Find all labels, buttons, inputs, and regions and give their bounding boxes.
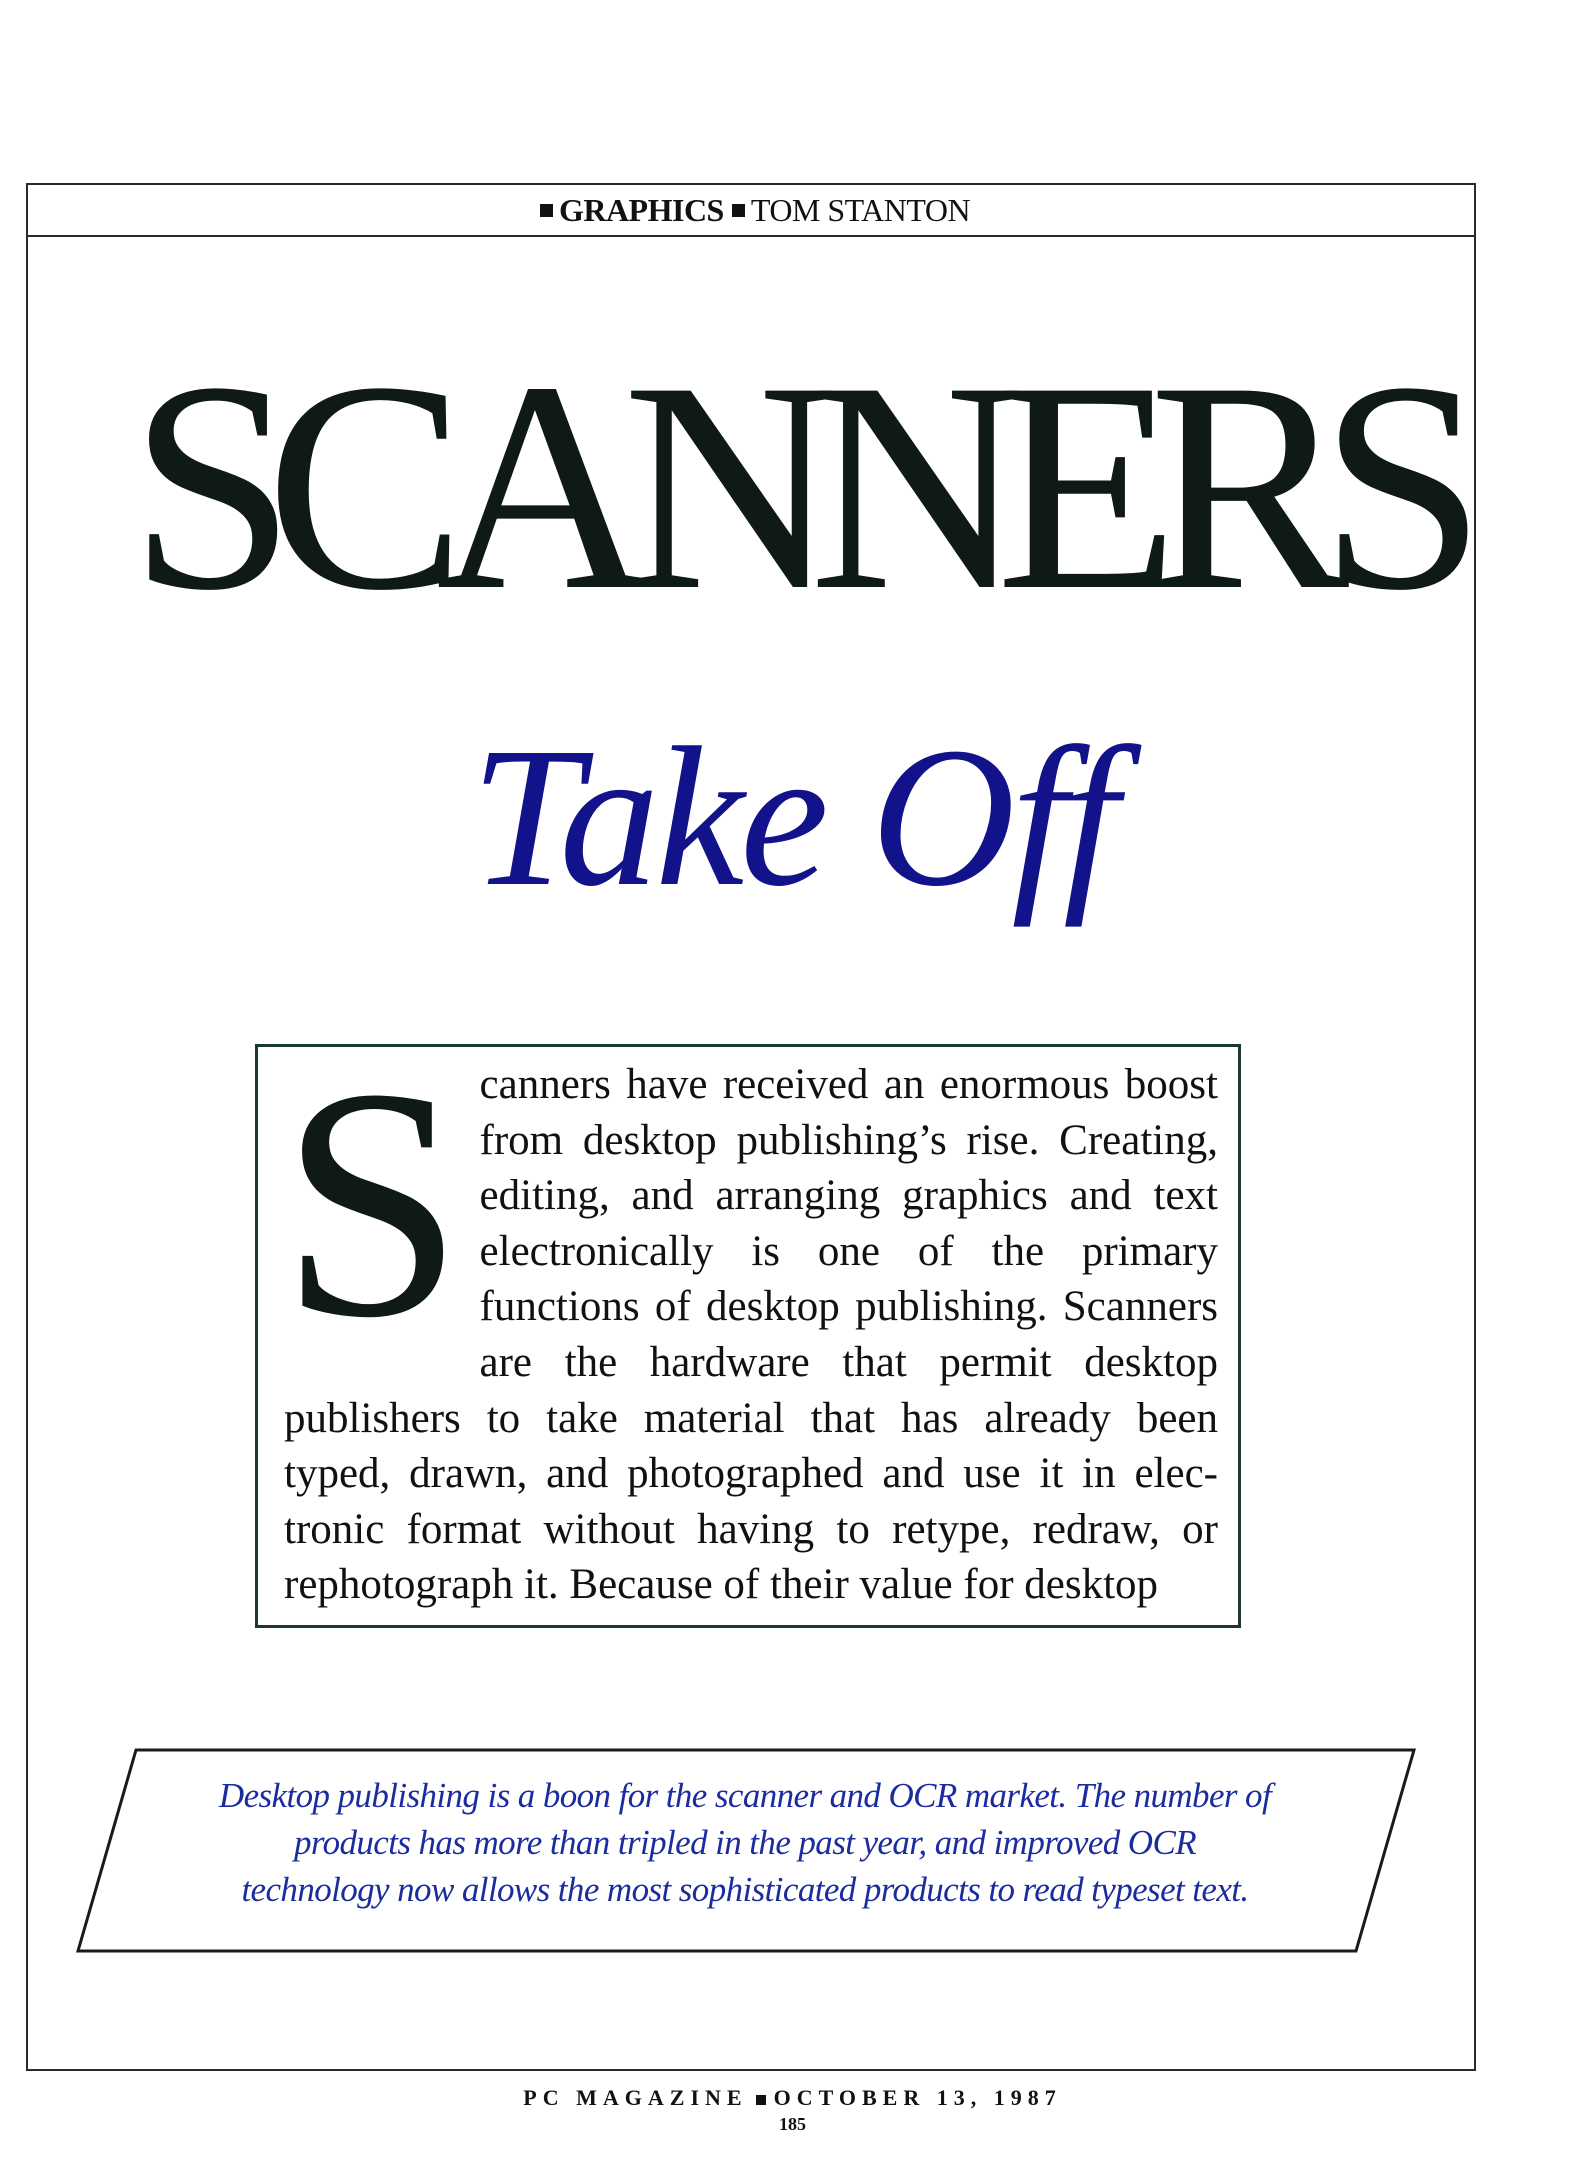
- pullquote-line: Desktop publishing is a boon for the scanner and OCR market. The number of: [218, 1776, 1272, 1815]
- drop-cap: S: [280, 1044, 464, 1386]
- magazine-name: PC MAGAZINE: [523, 2085, 748, 2110]
- square-bullet-icon: [732, 204, 745, 217]
- page-number: 185: [779, 2114, 806, 2134]
- article-subtitle: Take Off: [470, 707, 1115, 928]
- pullquote-line: products has more than tripled in the past year, and improved OCR: [293, 1823, 1197, 1862]
- section-header: [28, 185, 1474, 237]
- intro-paragraph: canners have received an enormous boost from desktop publishing’s rise. Creating, editing, and arranging graphics and text electronically is one of the primary functions of desktop publishing. Scanners are the hardware that permit desktop publishers to take material that has already been typed, drawn, and photographed and use it in electronic format without having to retype, redraw, or rephotograph it. Because of their value for desktop: [284, 1061, 1218, 1609]
- square-bullet-icon: [540, 204, 553, 217]
- article-title: SCANNERS: [128, 320, 1457, 652]
- intro-paragraph-box: [255, 1044, 1241, 1628]
- pullquote-line: technology now allows the most sophisticated products to read typeset text.: [241, 1870, 1249, 1909]
- issue-date: OCTOBER 13, 1987: [773, 2085, 1062, 2110]
- page-footer: [0, 2085, 1585, 2111]
- section-label: GRAPHICS: [558, 191, 724, 228]
- square-bullet-icon: [756, 2095, 766, 2105]
- author-name: TOM STANTON: [750, 191, 971, 228]
- pullquote: [130, 1772, 1360, 1913]
